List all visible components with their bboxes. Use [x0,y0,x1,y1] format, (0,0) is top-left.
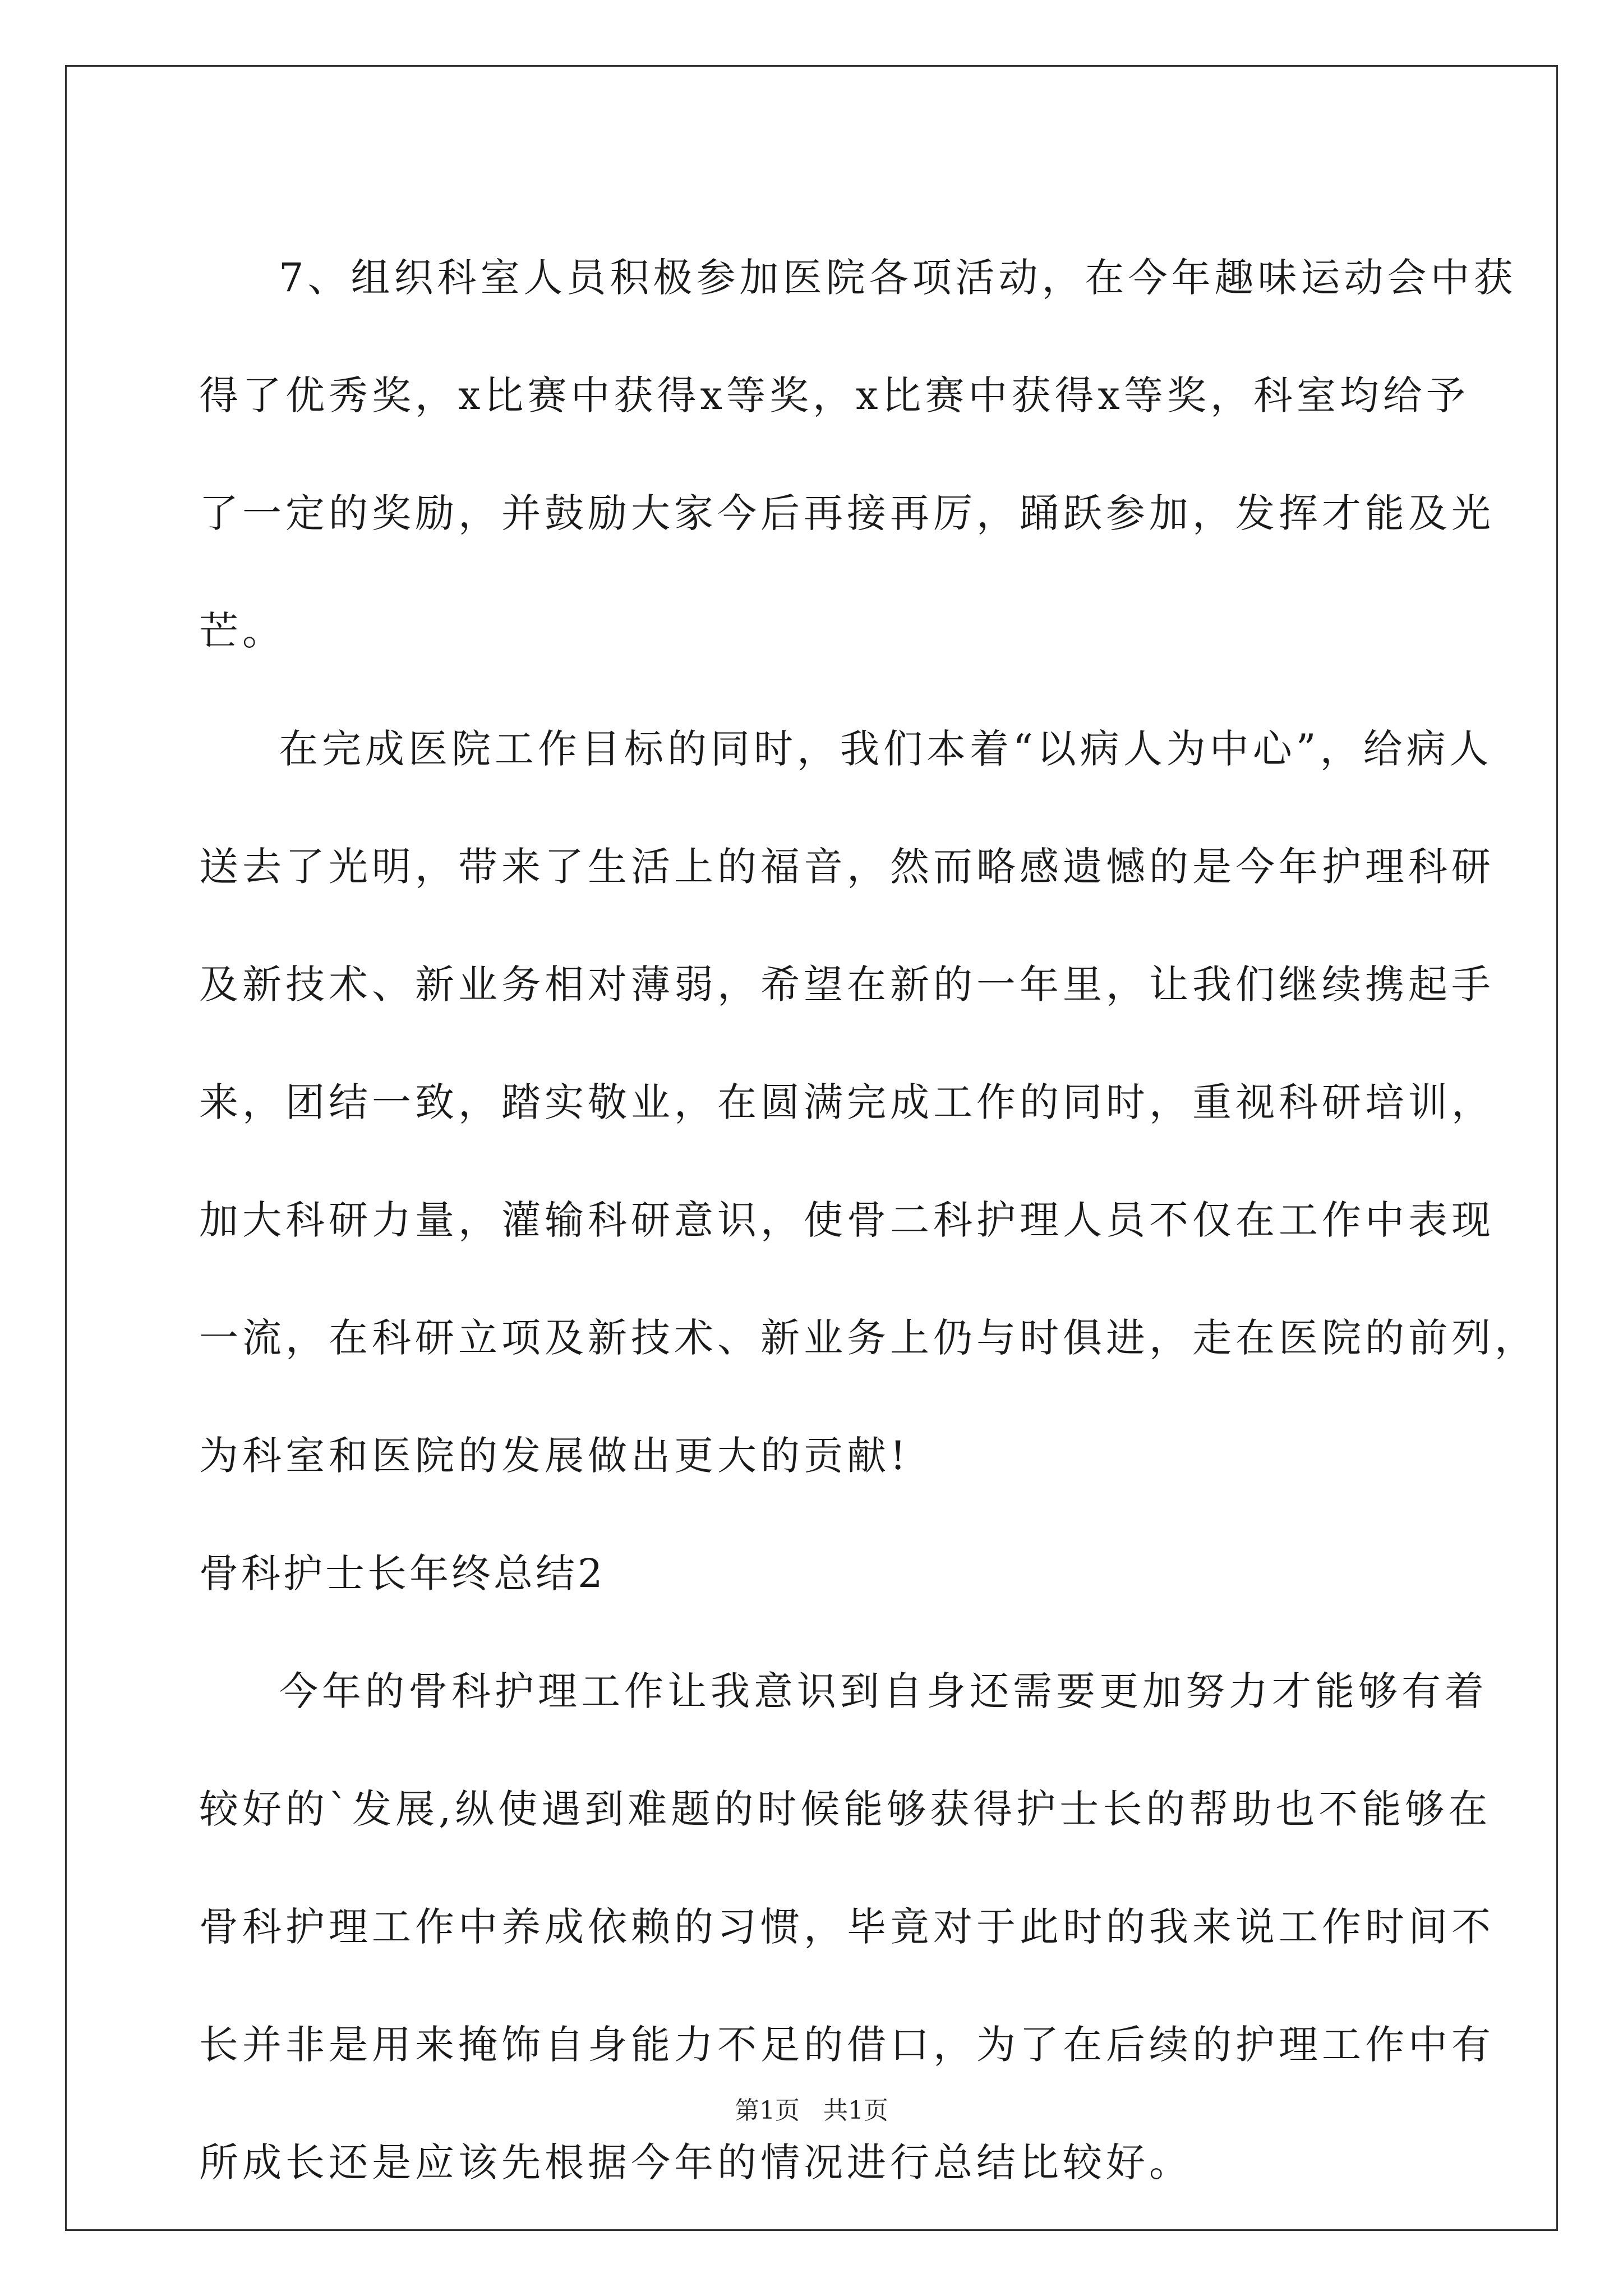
paragraph-line: 加大科研力量，灌输科研意识，使骨二科护理人员不仅在工作中表现 [199,1197,1495,1243]
paragraph-line: 得了优秀奖，x比赛中获得x等奖，x比赛中获得x等奖，科室均给予 [199,372,1469,418]
paragraph-line: 在完成医院工作目标的同时，我们本着“以病人为中心”，给病人 [279,726,1493,772]
paragraph-line: 今年的骨科护理工作让我意识到自身还需要更加努力才能够有着 [279,1668,1488,1714]
paragraph-line: 了一定的奖励，并鼓励大家今后再接再厉，踊跃参加，发挥才能及光 [199,490,1495,536]
section-heading: 骨科护士长年终总结2 [199,1550,606,1596]
paragraph-line: 芒。 [199,608,285,654]
paragraph-line: 为科室和医院的发展做出更大的贡献! [199,1433,910,1479]
paragraph-reflection [199,1632,1495,2221]
page-number-total: 共1页 [823,2096,888,2125]
paragraph-activities [199,219,1517,690]
paragraph-line: 7、组织科室人员积极参加医院各项活动，在今年趣味运动会中获 [279,255,1517,301]
page-number-current: 第1页 [735,2096,800,2125]
paragraph-summary [199,690,1538,1515]
paragraph-line: 来，团结一致，踏实敬业，在圆满完成工作的同时，重视科研培训， [199,1079,1495,1125]
page-footer [0,2094,1623,2128]
document-body [199,219,1538,2221]
paragraph-line: 骨科护理工作中养成依赖的习惯，毕竟对于此时的我来说工作时间不 [199,1904,1495,1950]
paragraph-line: 送去了光明，带来了生活上的福音，然而略感遗憾的是今年护理科研 [199,844,1495,890]
paragraph-line: 所成长还是应该先根据今年的情况进行总结比较好。 [199,2139,1192,2185]
paragraph-line: 一流，在科研立项及新技术、新业务上仍与时俱进，走在医院的前列， [199,1315,1538,1361]
paragraph-line: 长并非是用来掩饰自身能力不足的借口，为了在后续的护理工作中有 [199,2022,1495,2068]
paragraph-line: 及新技术、新业务相对薄弱，希望在新的一年里，让我们继续携起手 [199,961,1495,1007]
paragraph-line: 较好的`发展,纵使遇到难题的时候能够获得护士长的帮助也不能够在 [199,1786,1492,1832]
